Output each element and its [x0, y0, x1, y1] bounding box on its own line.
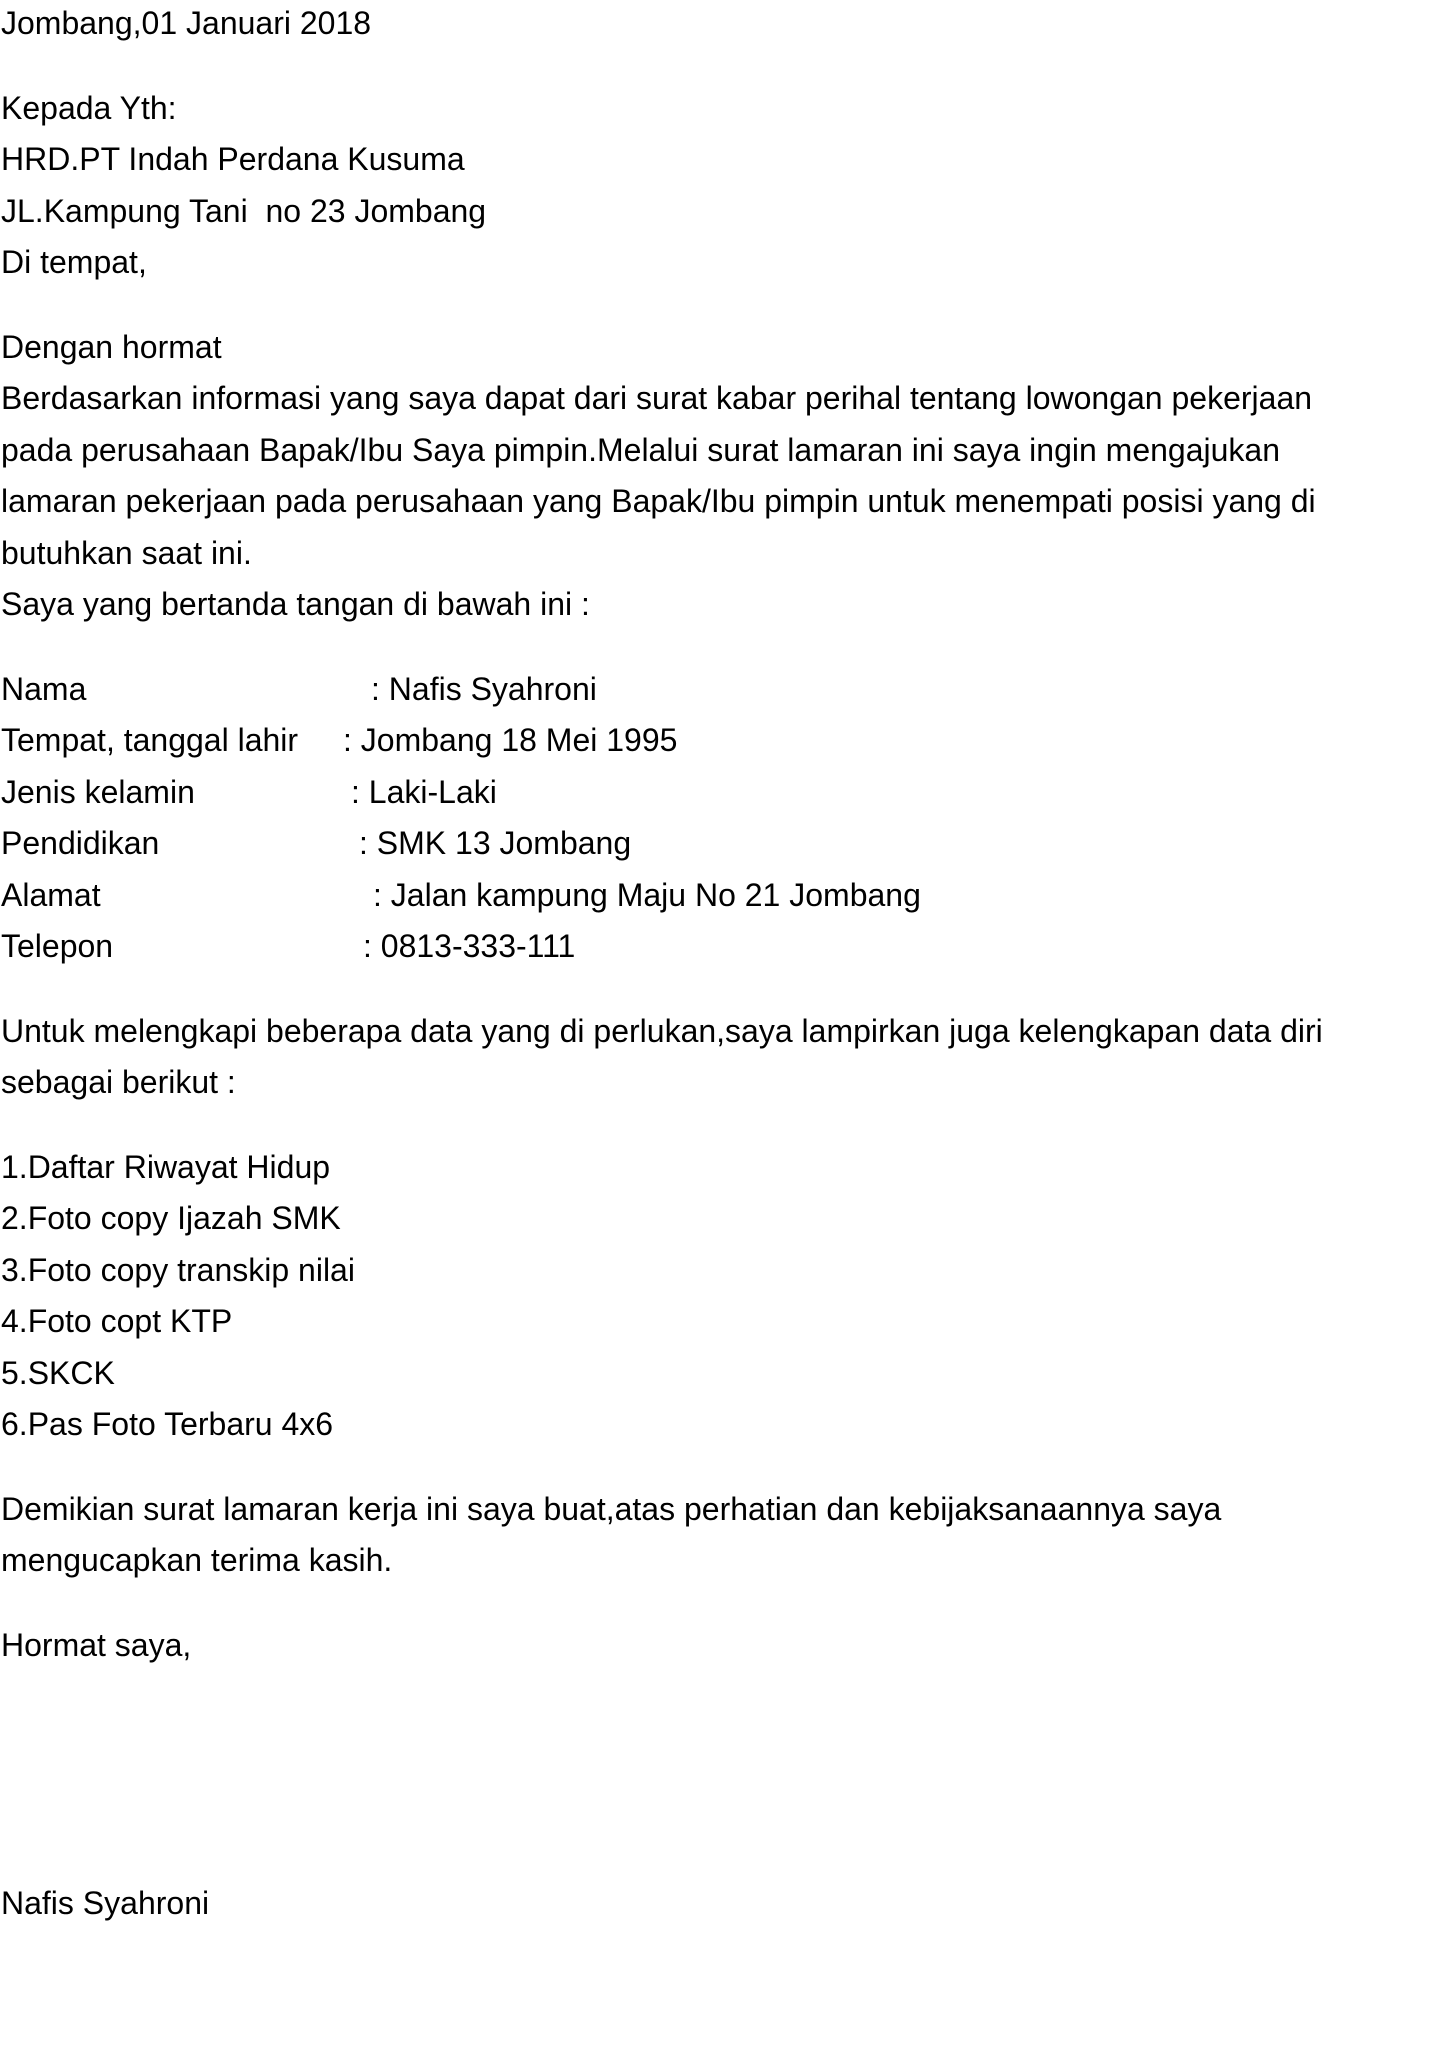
- signature-space: [1, 1671, 1429, 1878]
- field-row-pendidikan: [1, 818, 1429, 870]
- field-row-telepon: [1, 921, 1429, 973]
- field-value: : Jombang 18 Mei 1995: [343, 722, 678, 758]
- spacer: [1, 631, 1429, 664]
- recipient-line: Kepada Yth:: [1, 89, 177, 126]
- attachment-intro: [1, 1006, 1429, 1109]
- field-row-jenis-kelamin: [1, 767, 1429, 819]
- regards: Hormat saya,: [1, 1626, 192, 1663]
- attachment-item: 2.Foto copy Ijazah SMK: [1, 1200, 341, 1236]
- attachment-item: 1.Daftar Riwayat Hidup: [1, 1148, 331, 1185]
- recipient-line: JL.Kampung Tani no 23 Jombang: [1, 192, 487, 229]
- field-value: : 0813-333-111: [363, 928, 576, 964]
- spacer: [1, 1451, 1429, 1484]
- recipient-line: Di tempat,: [1, 244, 147, 280]
- letter-date: Jombang,01 Januari 2018: [1, 5, 372, 41]
- signature-name: Nafis Syahroni: [1, 1885, 210, 1921]
- signed-intro: Saya yang bertanda tangan di bawah ini :: [1, 586, 590, 622]
- field-value: : Jalan kampung Maju No 21 Jombang: [373, 876, 921, 913]
- recipient-block: [1, 83, 1429, 289]
- intro-line: Berdasarkan informasi yang saya dapat dari surat kabar perihal tentang lowongan pekerjaan: [1, 380, 1313, 416]
- attachment-item: 6.Pas Foto Terbaru 4x6: [1, 1406, 334, 1442]
- spacer: [1, 289, 1429, 322]
- attachment-list: [1, 1142, 1429, 1451]
- attachment-item: 3.Foto copy transkip nilai: [1, 1251, 355, 1288]
- field-label: Jenis kelamin: [1, 773, 195, 810]
- spacer: [1, 973, 1429, 1006]
- intro-line: butuhkan saat ini.: [1, 534, 252, 571]
- field-value: : SMK 13 Jombang: [359, 825, 632, 861]
- attachment-item: 5.SKCK: [1, 1354, 115, 1391]
- attachment-intro-line: Untuk melengkapi beberapa data yang di perlukan,saya lampirkan juga kelengkapan data diri: [1, 1012, 1323, 1049]
- field-label: Tempat, tanggal lahir: [1, 722, 299, 758]
- attachment-intro-line: sebagai berikut :: [1, 1064, 236, 1100]
- personal-data-block: [1, 664, 1429, 973]
- salutation: Dengan hormat: [1, 328, 222, 365]
- field-label: Pendidikan: [1, 825, 160, 861]
- closing-line: mengucapkan terima kasih.: [1, 1542, 393, 1578]
- field-row-ttl: [1, 715, 1429, 767]
- field-label: Telepon: [1, 928, 114, 964]
- intro-line: pada perusahaan Bapak/Ibu Saya pimpin.Melalui surat lamaran ini saya ingin mengajukan: [1, 431, 1281, 468]
- field-label: Nama: [1, 670, 87, 707]
- intro-paragraph: [1, 373, 1429, 579]
- closing-paragraph: [1, 1484, 1429, 1587]
- spacer: [1, 1587, 1429, 1620]
- intro-line: lamaran pekerjaan pada perusahaan yang Bapak/Ibu pimpin untuk menempati posisi yang di: [1, 483, 1316, 519]
- field-row-alamat: [1, 870, 1429, 922]
- recipient-line: HRD.PT Indah Perdana Kusuma: [1, 141, 465, 177]
- field-label: Alamat: [1, 876, 101, 913]
- field-value: : Nafis Syahroni: [371, 670, 597, 707]
- attachment-item: 4.Foto copt KTP: [1, 1303, 233, 1339]
- spacer: [1, 50, 1429, 83]
- field-value: : Laki-Laki: [351, 773, 497, 810]
- spacer: [1, 1109, 1429, 1142]
- field-row-nama: [1, 664, 1429, 716]
- closing-line: Demikian surat lamaran kerja ini saya buat,atas perhatian dan kebijaksanaannya saya: [1, 1490, 1222, 1527]
